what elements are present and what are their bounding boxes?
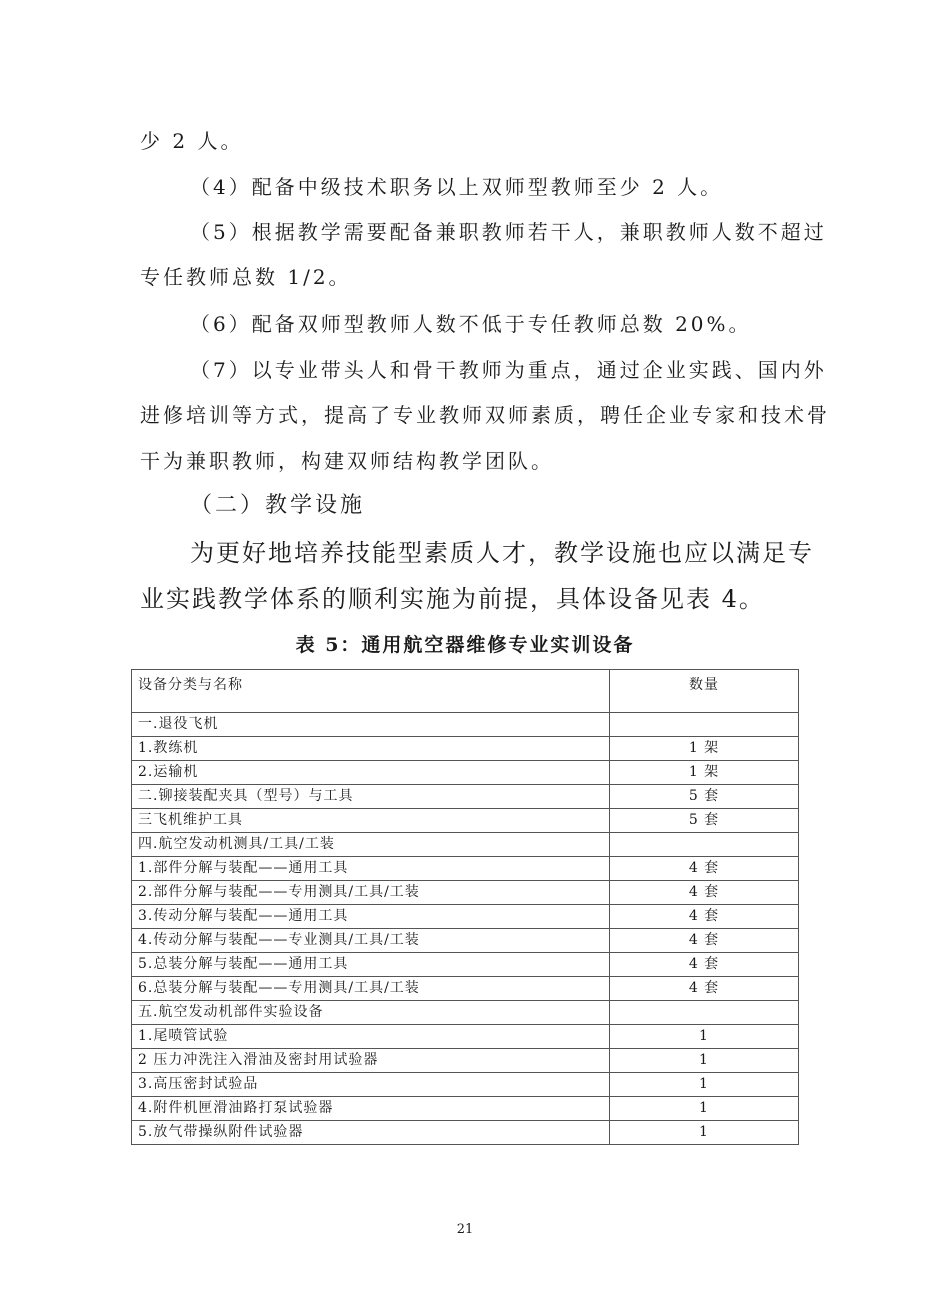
section-heading: （二）教学设施 xyxy=(190,493,366,518)
equipment-qty xyxy=(610,1001,799,1025)
equipment-name: 1.尾喷管试验 xyxy=(132,1025,610,1049)
equipment-name: 1.教练机 xyxy=(132,737,610,761)
table-row xyxy=(132,1121,799,1145)
table-row xyxy=(132,785,799,809)
table-row xyxy=(132,1001,799,1025)
table-row xyxy=(132,977,799,1001)
table-row xyxy=(132,881,799,905)
page-number: 21 xyxy=(456,1222,474,1237)
table-row xyxy=(132,809,799,833)
equipment-qty: 4 套 xyxy=(610,953,799,977)
equipment-name: 5.总装分解与装配——通用工具 xyxy=(132,953,610,977)
paragraph-line: （4）配备中级技术职务以上双师型教师至少 2 人。 xyxy=(190,175,724,199)
table-row xyxy=(132,953,799,977)
equipment-qty: 5 套 xyxy=(610,809,799,833)
equipment-qty xyxy=(610,833,799,857)
table-row xyxy=(132,857,799,881)
equipment-name: 二.铆接装配夹具（型号）与工具 xyxy=(132,785,610,809)
equipment-name: 2.运输机 xyxy=(132,761,610,785)
equipment-name: 3.高压密封试验品 xyxy=(132,1073,610,1097)
equipment-name: 4.传动分解与装配——专业测具/工具/工装 xyxy=(132,929,610,953)
equipment-name: 1.部件分解与装配——通用工具 xyxy=(132,857,610,881)
equipment-qty: 5 套 xyxy=(610,785,799,809)
equipment-qty: 4 套 xyxy=(610,929,799,953)
equipment-qty: 1 xyxy=(610,1025,799,1049)
equipment-name: 3.传动分解与装配——通用工具 xyxy=(132,905,610,929)
table-row xyxy=(132,905,799,929)
equipment-qty: 4 套 xyxy=(610,977,799,1001)
equipment-name: 四.航空发动机测具/工具/工装 xyxy=(132,833,610,857)
equipment-qty: 4 套 xyxy=(610,881,799,905)
equipment-name: 6.总装分解与装配——专用测具/工具/工装 xyxy=(132,977,610,1001)
table-row xyxy=(132,1049,799,1073)
equipment-qty: 1 架 xyxy=(610,761,799,785)
equipment-qty: 1 xyxy=(610,1049,799,1073)
facility-paragraph-line: 业实践教学体系的顺利实施为前提，具体设备见表 4。 xyxy=(140,585,765,613)
equipment-qty xyxy=(610,713,799,737)
paragraph-line: 进修培训等方式，提高了专业教师双师素质，聘任企业专家和技术骨 xyxy=(140,403,830,427)
table-row xyxy=(132,1073,799,1097)
table-row xyxy=(132,833,799,857)
header-name: 设备分类与名称 xyxy=(132,670,610,713)
equipment-table xyxy=(131,669,799,1145)
table-row xyxy=(132,1025,799,1049)
equipment-name: 五.航空发动机部件实验设备 xyxy=(132,1001,610,1025)
equipment-name: 2 压力冲洗注入滑油及密封用试验器 xyxy=(132,1049,610,1073)
paragraph-line: （6）配备双师型教师人数不低于专任教师总数 20%。 xyxy=(190,312,752,336)
table-row xyxy=(132,761,799,785)
equipment-qty: 1 xyxy=(610,1073,799,1097)
table-row xyxy=(132,737,799,761)
equipment-name: 2.部件分解与装配——专用测具/工具/工装 xyxy=(132,881,610,905)
equipment-qty: 4 套 xyxy=(610,857,799,881)
paragraph-line: （7）以专业带头人和骨干教师为重点，通过企业实践、国内外 xyxy=(190,358,827,382)
table-row xyxy=(132,929,799,953)
paragraph-line: （5）根据教学需要配备兼职教师若干人，兼职教师人数不超过 xyxy=(190,220,827,244)
paragraph-line: 干为兼职教师，构建双师结构教学团队。 xyxy=(140,449,554,473)
table-title: 表 5：通用航空器维修专业实训设备 xyxy=(295,634,635,656)
paragraph-line: 专任教师总数 1/2。 xyxy=(140,265,352,289)
header-qty: 数量 xyxy=(610,670,799,713)
equipment-qty: 1 xyxy=(610,1097,799,1121)
equipment-qty: 1 xyxy=(610,1121,799,1145)
facility-paragraph-line: 为更好地培养技能型素质人才，教学设施也应以满足专 xyxy=(190,539,814,567)
table-row xyxy=(132,1097,799,1121)
equipment-qty: 1 架 xyxy=(610,737,799,761)
equipment-name: 4.附件机匣滑油路打泵试验器 xyxy=(132,1097,610,1121)
table-row xyxy=(132,713,799,737)
equipment-name: 5.放气带操纵附件试验器 xyxy=(132,1121,610,1145)
equipment-name: 一.退役飞机 xyxy=(132,713,610,737)
paragraph-line: 少 2 人。 xyxy=(140,129,244,153)
equipment-qty: 4 套 xyxy=(610,905,799,929)
table-header-row xyxy=(132,670,799,713)
equipment-name: 三飞机维护工具 xyxy=(132,809,610,833)
